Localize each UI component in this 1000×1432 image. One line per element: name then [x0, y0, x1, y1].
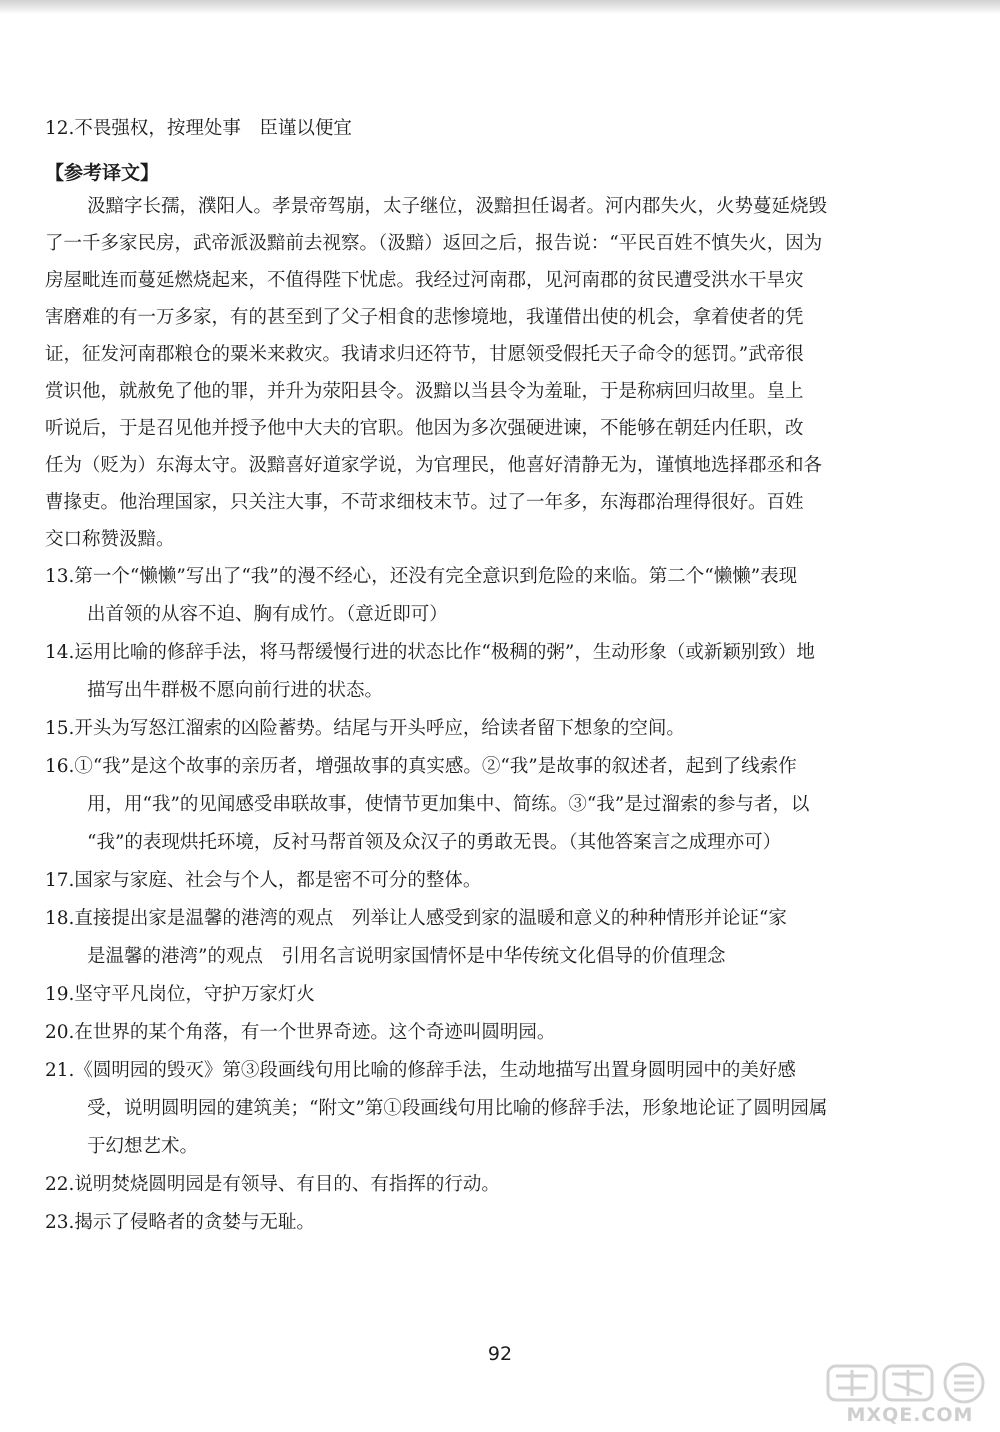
translation-line: 证，征发河南郡粮仓的粟米来救灾。我请求归还符节，甘愿领受假托天子命令的惩罚。”武帝很: [45, 344, 804, 365]
answer-line: 13.第一个“懒懒”写出了“我”的漫不经心，还没有完全意识到危险的来临。第二个“懒懒”表现: [45, 566, 798, 587]
translation-line: 交口称赞汲黯。: [45, 529, 175, 550]
section-heading: 【参考译文】: [45, 162, 160, 184]
answer-line: 用，用“我”的见闻感受串联故事，使情节更加集中、简练。③“我”是过溜索的参与者，以: [87, 794, 810, 815]
page-number: 92: [487, 1343, 513, 1365]
answer-line: “我”的表现烘托环境，反衬马帮首领及众汉子的勇敢无畏。（其他答案言之成理亦可）: [87, 832, 782, 853]
watermark: [826, 1360, 994, 1426]
answer-line: 14.运用比喻的修辞手法，将马帮缓慢行进的状态比作“极稠的粥”，生动形象（或新颖别致）地: [45, 642, 815, 663]
answer-line: 20.在世界的某个角落，有一个世界奇迹。这个奇迹叫圆明园。: [45, 1022, 556, 1043]
answer-line: 22.说明焚烧圆明园是有领导、有目的、有指挥的行动。: [45, 1174, 500, 1195]
answer-line: 是温馨的港湾”的观点 引用名言说明家国情怀是中华传统文化倡导的价值理念: [87, 946, 726, 967]
answer-line: 受，说明圆明园的建筑美；“附文”第①段画线句用比喻的修辞手法，形象地论证了圆明园属: [87, 1098, 828, 1119]
answer-line: 23.揭示了侵略者的贪婪与无耻。: [45, 1212, 315, 1233]
answer-line: 19.坚守平凡岗位，守护万家灯火: [45, 984, 315, 1005]
scan-top-edge: [0, 0, 1000, 14]
translation-line: 害磨难的有一万多家，有的甚至到了父子相食的悲惨境地，我谨借出使的机会，拿着使者的凭: [45, 307, 804, 328]
answer-line: 15.开头为写怒江溜索的凶险蓄势。结尾与开头呼应，给读者留下想象的空间。: [45, 718, 685, 739]
answer-item-12: 12.不畏强权，按理处事 臣谨以便宜: [45, 118, 352, 139]
answer-line: 于幻想艺术。: [87, 1136, 199, 1157]
answer-line: 17.国家与家庭、社会与个人，都是密不可分的整体。: [45, 870, 482, 891]
translation-line: 了一千多家民房，武帝派汲黯前去视察。（汲黯）返回之后，报告说：“平民百姓不慎失火，因为: [45, 233, 823, 254]
answer-line: 描写出牛群极不愿向前行进的状态。: [87, 680, 384, 701]
translation-line: 任为（贬为）东海太守。汲黯喜好道家学说，为官理民，他喜好清静无为，谨慎地选择郡丞和各: [45, 455, 823, 476]
answer-line: 出首领的从容不迫、胸有成竹。（意近即可）: [87, 604, 448, 625]
answer-line: 21.《圆明园的毁灭》第③段画线句用比喻的修辞手法，生动地描写出置身圆明园中的美好感: [45, 1060, 796, 1081]
watermark-site: MXQE.COM: [846, 1404, 974, 1426]
watermark-logo: [826, 1360, 994, 1404]
answer-line: 18.直接提出家是温馨的港湾的观点 列举让人感受到家的温暖和意义的种种情形并论证“家: [45, 908, 787, 929]
translation-line: 房屋毗连而蔓延燃烧起来，不值得陛下忧虑。我经过河南郡，见河南郡的贫民遭受洪水干旱灾: [45, 270, 804, 291]
answer-line: 16.①“我”是这个故事的亲历者，增强故事的真实感。②“我”是故事的叙述者，起到了线索作: [45, 756, 797, 777]
translation-line: 曹掾吏。他治理国家，只关注大事，不苛求细枝末节。过了一年多，东海郡治理得很好。百姓: [45, 492, 804, 513]
translation-line: 听说后，于是召见他并授予他中大夫的官职。他因为多次强硬进谏，不能够在朝廷内任职，改: [45, 418, 804, 439]
translation-line: 汲黯字长孺，濮阳人。孝景帝驾崩，太子继位，汲黯担任谒者。河内郡失火，火势蔓延烧毁: [87, 196, 828, 217]
translation-line: 赏识他，就赦免了他的罪，并升为荥阳县令。汲黯以当县令为羞耻，于是称病回归故里。皇上: [45, 381, 804, 402]
